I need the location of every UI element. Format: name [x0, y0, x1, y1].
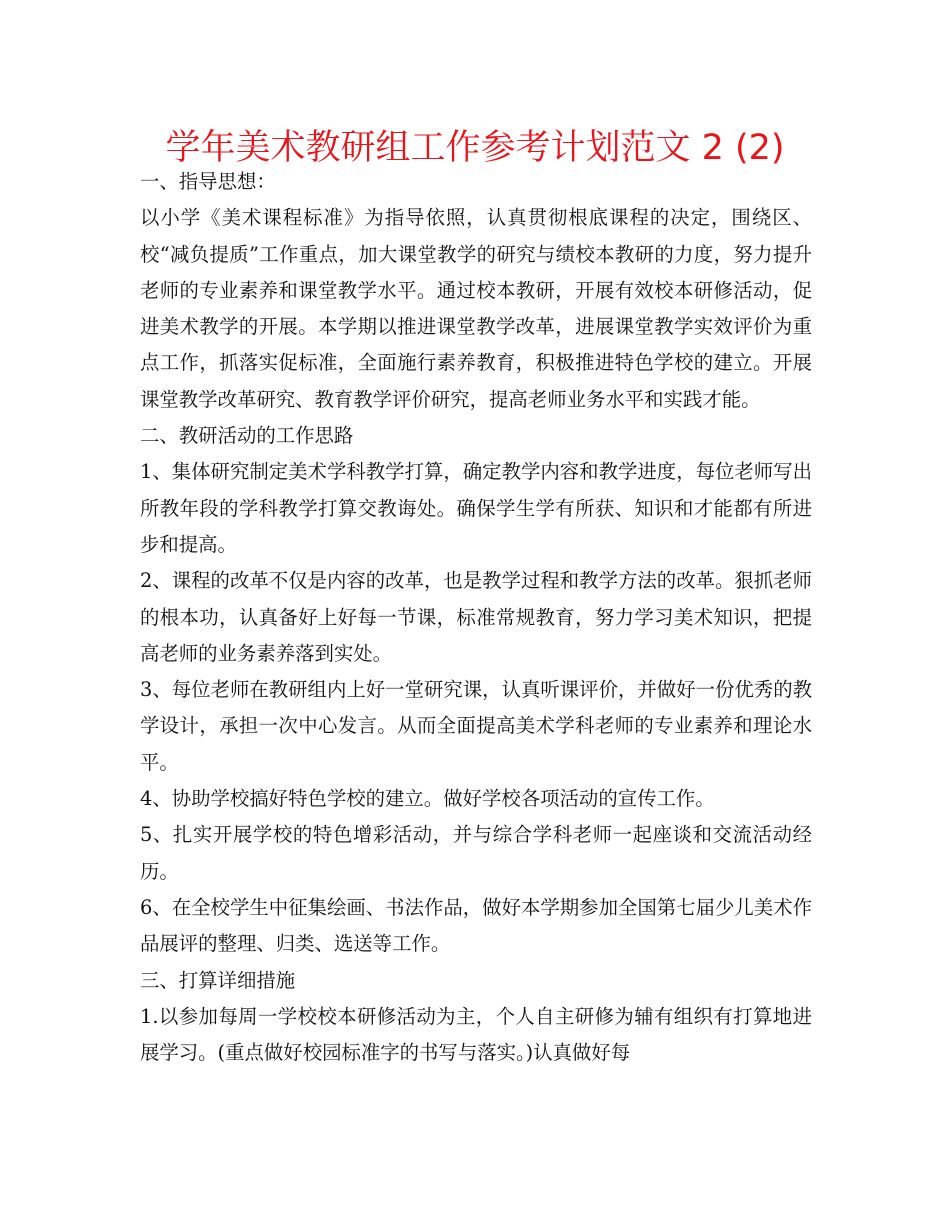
section-heading-work-ideas: 二、教研活动的工作思路	[140, 424, 354, 448]
section-heading-measures: 三、打算详细措施	[140, 968, 296, 992]
paragraph-measure-1: 1.以参加每周一学校校本研修活动为主，个人自主研修为辅有组织有打算地进展学习。(重点做好校园标准字的书写与落实。)认真做好每	[140, 1004, 812, 1065]
paragraph-guiding-thought: 以小学《美术课程标准》为指导依照，认真贯彻根底课程的决定，围绕区、校“减负提质”工作重点，加大课堂教学的研究与绩校本教研的力度，努力提升老师的专业素养和课堂教学水平。通过校本教研，开展有效校本研修活动，促进美术教学的开展。本学期以推进课堂教学改革，进展课堂教学实效评价为重点工作，抓落实促标准，全面施行素养教育，积极推进特色学校的建立。开展课堂教学改革研究、教育教学评价研究，提高老师业务水平和实践才能。	[140, 206, 812, 411]
paragraph-item-1: 1、集体研究制定美术学科教学打算，确定教学内容和教学进度，每位老师写出所教年段的学科教学打算交教诲处。确保学生学有所获、知识和才能都有所进步和提高。	[140, 460, 812, 556]
document-title: 学年美术教研组工作参考计划范文 2 (2)	[165, 128, 785, 168]
paragraph-item-2: 2、课程的改革不仅是内容的改革，也是教学过程和教学方法的改革。狠抓老师的根本功，认真备好上好每一节课，标准常规教育，努力学习美术知识，把提高老师的业务素养落到实处。	[140, 569, 812, 665]
paragraph-item-4: 4、协助学校搞好特色学校的建立。做好学校各项活动的宣传工作。	[140, 787, 715, 811]
paragraph-item-6: 6、在全校学生中征集绘画、书法作品，做好本学期参加全国第七届少儿美术作品展评的整理、归类、选送等工作。	[140, 895, 812, 956]
paragraph-item-5: 5、扎实开展学校的特色增彩活动，并与综合学科老师一起座谈和交流活动经历。	[140, 823, 812, 883]
paragraph-item-3: 3、每位老师在教研组内上好一堂研究课，认真听课评价，并做好一份优秀的教学设计，承担一次中心发言。从而全面提高美术学科老师的专业素养和理论水平。	[140, 678, 812, 774]
section-heading-guiding-thought: 一、指导思想：	[140, 170, 276, 193]
document-body	[140, 164, 812, 1071]
